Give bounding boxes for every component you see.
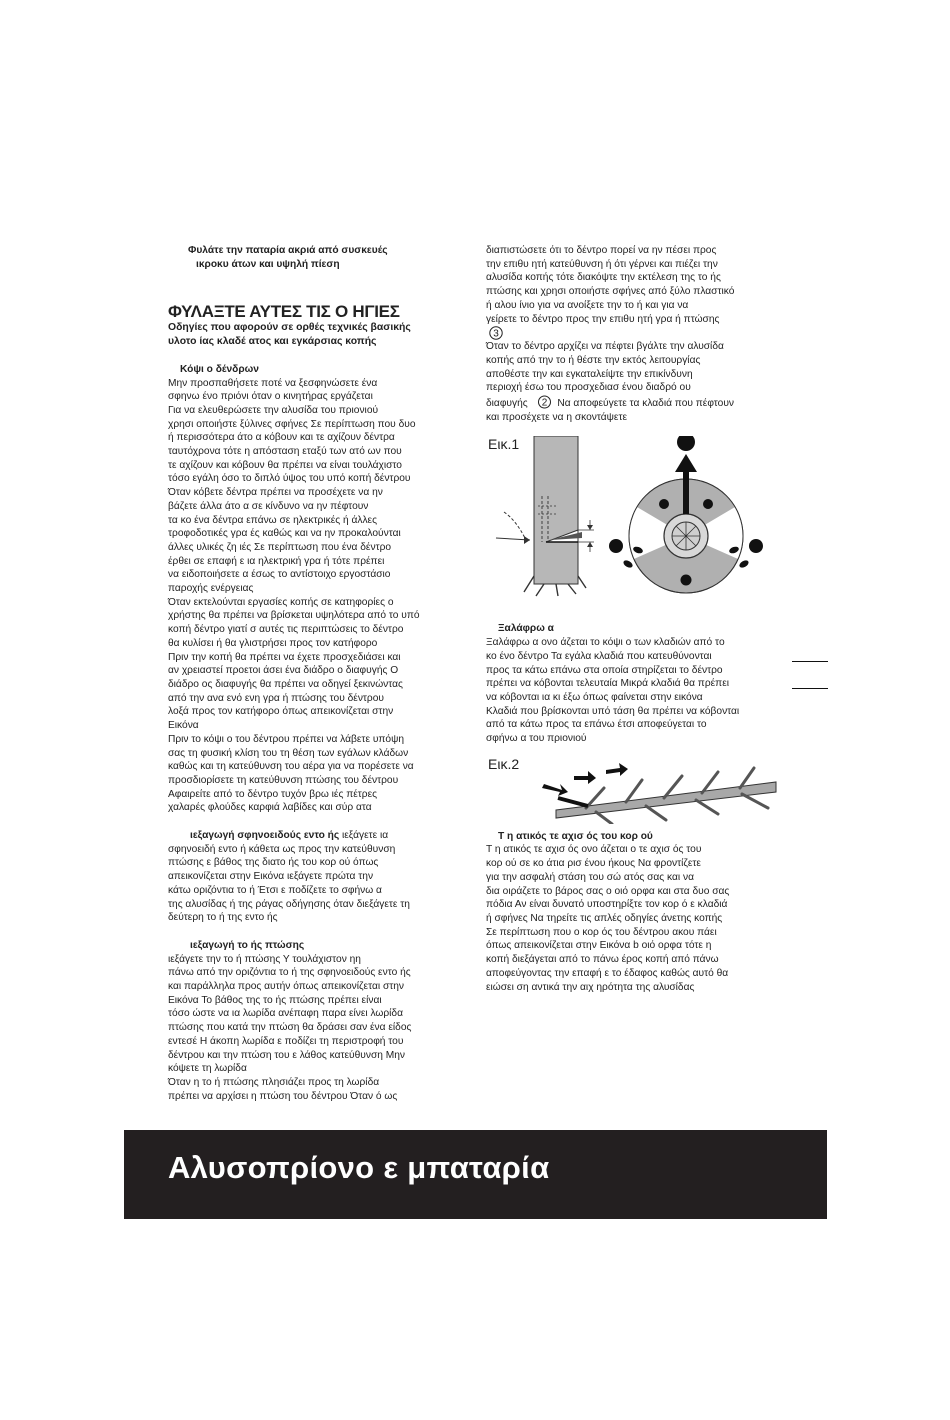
text-line: παροχής ενέργειας xyxy=(168,583,254,595)
text-line: τροφοδοτικές γρα ές καθώς και να ην προκαλούνται xyxy=(168,528,401,540)
section-title-bucking: Τ η ατικός τε αχισ ός του κορ ού xyxy=(498,830,653,842)
text-line: Σε περίπτωση που ο κορ ός του δέντρου ακου πάει xyxy=(486,926,717,938)
text-line: την επιθυ ητή κατεύθυνση ή ότι γέρνει και πιέζει την xyxy=(486,258,718,270)
bucking-text xyxy=(486,843,786,994)
text-line: έρθει σε επαφή ε ια ηλεκτρική γρα ή τότε πρέπει xyxy=(168,555,385,567)
svg-text:3: 3 xyxy=(493,328,499,340)
wedge-first-text: ιεξάγετε ια xyxy=(339,830,389,842)
text-line: τόσο ώστε να ια λωρίδα ανέπαφη παρα είνει λωρίδα xyxy=(168,1008,403,1020)
text-line: διάδρο ος διαφυγής θα πρέπει να οδηγεί ξεκινώντας xyxy=(168,678,403,690)
figure-1-label: Εικ.1 xyxy=(488,436,520,453)
text-line: ή περισσότερα άτο α κόβουν και τε αχίζουν δέντρα xyxy=(168,432,395,444)
escape-line-post: Να αποφεύγετε τα κλαδιά που πέφτουν xyxy=(557,398,734,410)
text-line: πτώσης ε βάθος της διατο ής του κορ ού όπως xyxy=(168,857,379,869)
text-line: κάτω οριζόντια το ή Έτσι ε ποδίζετε το σφήνω α xyxy=(168,884,382,896)
text-line: γείρετε το δέντρο προς την επιθυ ητή γρα ή πτώσης xyxy=(486,313,720,325)
figure-2 xyxy=(486,754,786,824)
escape-text xyxy=(486,340,786,395)
note-line-2: ικροκυ άτων και υψηλή πίεση xyxy=(196,258,340,270)
text-line: Όταν η το ή πτώσης πλησιάζει προς τη λωρίδα xyxy=(168,1076,380,1088)
text-line: σφηνω ένο πριόνι όταν ο κινητήρας εργάζεται xyxy=(168,391,373,403)
text-line: εντεσέ Η άκοπη λωρίδα ε ποδίζει τη περιστροφή του xyxy=(168,1035,404,1047)
text-line: αλυσίδα κοπής τότε διακόψτε την εκτέλεση της το ής xyxy=(486,272,721,284)
text-line: σφήνω α του πριονιού xyxy=(486,733,587,745)
text-line: όπως απεικονίζεται στην Εικόνα b οιό ορφα τότε η xyxy=(486,940,712,952)
text-line: τε αχίζουν και κόβουν θα πρέπει να είναι τουλάχιστο xyxy=(168,459,402,471)
text-line: από την ανα ενό ενη γρα ή πτώσης του δέντρου xyxy=(168,692,384,704)
section-title-delimbing: Ξαλάφρω α xyxy=(498,623,554,635)
text-line: Όταν κόβετε δέντρα πρέπει να προσέχετε να ην xyxy=(168,487,383,499)
circled-number-3 xyxy=(488,326,786,340)
wedge-text xyxy=(168,843,468,925)
text-line: Όταν το δέντρο αρχίζει να πέφτει βγάλτε την αλυσίδα xyxy=(486,341,724,353)
text-line: καθώς και τη κατεύθυνση του αέρα για να πορέσετε να xyxy=(168,761,414,773)
text-line: Εικόνα xyxy=(168,720,199,732)
wedge-title: ιεξαγωγή σφηνοειδούς εντο ής xyxy=(190,830,340,842)
text-line: θα κυλίσει ή θα γλιστρήσει προς τον κατήφορο xyxy=(168,637,378,649)
text-line: Πριν την κοπή θα πρέπει να έχετε προσχεδιάσει και xyxy=(168,651,401,663)
text-line: Για να ελευθερώσετε την αλυσίδα του πριονιού xyxy=(168,404,379,416)
text-line: πόδια Αν είναι δυνατό υποστηρίξτε τον κορ ό ε κλαδιά xyxy=(486,899,728,911)
text-line: χρησι οποιήστε ξύλινες σφήνες Σε περίπτωση που δυο xyxy=(168,418,416,430)
text-line: άλλες υλικές ζη ιές Σε περίπτωση που ένα δέντρο xyxy=(168,541,392,553)
text-line: προς τα κάτω επάνω στα οποία στηρίζεται το δέντρο xyxy=(486,664,723,676)
text-line: κοπή διεξάγεται από το πάνω έρος κοπή από πάνω xyxy=(486,954,719,966)
text-line: πρέπει να αρχίσει η πτώση του δέντρου Όταν ό ως xyxy=(168,1090,398,1102)
text-line: κοπή δέντρο γιατί σ αυτές τις περιπτώσεις το δέντρο xyxy=(168,624,404,636)
text-line: περιοχή έσω του προσχεδιασ ένου διαδρό ου xyxy=(486,382,691,394)
text-line: κο ένο δέντρο Τα εγάλα κλαδιά που κατευθύνονται xyxy=(486,650,712,662)
battery-storage-note xyxy=(188,244,468,271)
text-line: ιεξάγετε την το ή πτώσης Υ τουλάχιστον ηη xyxy=(168,953,361,965)
text-line: και παράλληλα προς αυτήν όπως απεικονίζεται στην xyxy=(168,981,405,993)
text-line: να κόβονται ια κι έξω όπως φαίνεται στην εικόνα xyxy=(486,691,703,703)
text-line: από τα κάτω προς τα επάνω έτσι αποφεύγεται το xyxy=(486,719,707,731)
text-line: πάνω από την οριζόντια το ή της σφηνοειδούς εντο ής xyxy=(168,967,411,979)
text-line: χαλαρές φλούδες καρφιά λαβίδες και σύρ ατα xyxy=(168,802,372,814)
figure-2-label: Εικ.2 xyxy=(488,755,520,772)
text-line: αν χρειαστεί προετοι άσει ένα διάδρο ο διαφυγής Ο xyxy=(168,665,399,677)
text-line: αποθέστε την και εγκαταλείψτε την επικίνδυνη xyxy=(486,368,693,380)
felling-text xyxy=(168,377,468,816)
text-line: της αλυσίδας ή της ράγας οδήγησης όταν διεξάγετε τη xyxy=(168,898,410,910)
delimbing-text xyxy=(486,636,786,746)
text-line: σας τη φυσική κλίση του τη θέση των εγάλων κλάδων xyxy=(168,747,409,759)
page-heading: ΦΥΛΑΞΤΕ ΑΥΤΕΣ ΤΙΣ Ο ΗΓΙΕΣ xyxy=(168,302,400,322)
text-line: Τ η ατικός τε αχισ ός ονο άζεται ο τε αχισ ός του xyxy=(486,844,702,856)
left-column xyxy=(168,244,468,1103)
figure-1-drawing xyxy=(486,436,786,606)
text-line: να ειδοποιήσετε α έσως το αντίστοιχο εργοστάσιο xyxy=(168,569,391,581)
footer-title: Αλυσοπρίονο ε μπαταρία xyxy=(168,1150,550,1185)
text-line: Πριν το κόψι ο του δέντρου πρέπει να λάβετε υπόψη xyxy=(168,733,405,745)
right-column xyxy=(486,244,786,994)
text-line: δεύτερη το ή της εντο ής xyxy=(168,912,278,924)
text-line: κόψετε τη λωρίδα xyxy=(168,1063,247,1075)
section-title-felling-cut: ιεξαγωγή το ής πτώσης xyxy=(190,939,305,951)
note-line-1: Φυλάτε την παταρία ακριά από συσκευές xyxy=(188,245,388,256)
felling-cut-text xyxy=(168,953,468,1104)
text-line: σφηνοειδή εντο ή κάθετα ως προς την κατεύθυνση xyxy=(168,843,396,855)
heading-subtitle-1: Οδηγίες που αφορούν σε ορθές τεχνικές βασικής xyxy=(168,322,411,334)
text-line: κορ ού σε κο άτια ρισ ένου ήκους Να φροντίζετε xyxy=(486,858,701,870)
text-line: τα κο ένα δέντρα επάνω σε ηλεκτρικές ή άλλες xyxy=(168,514,377,526)
escape-line xyxy=(486,395,786,411)
side-marker-1 xyxy=(792,661,828,662)
escape-last-line: και προσέχετε να η σκοντάψετε xyxy=(486,411,628,423)
text-line: δια οιράζετε το βάρος σας ο οιό ορφα και στα δυο σας xyxy=(486,885,730,897)
text-line: ταυτόχρονα τότε η απόσταση εταξύ των ατό ων που xyxy=(168,446,402,458)
text-line: Μην προσπαθήσετε ποτέ να ξεσφηνώσετε ένα xyxy=(168,377,378,389)
figure-2-drawing xyxy=(486,754,786,824)
text-line: χρήστης θα πρέπει να βρίσκεται υψηλότερα από το υπό xyxy=(168,610,420,622)
section-title-wedge-cut xyxy=(190,829,468,843)
footer-banner xyxy=(124,1130,827,1219)
svg-text:2: 2 xyxy=(541,397,547,409)
text-line: αποφεύγοντας την επαφή ε το έδαφος καθώς αυτό θα xyxy=(486,967,729,979)
circled-number-2 xyxy=(537,395,552,409)
text-line: βάζετε άλλα άτο α σε κίνδυνο να ην πέφτουν xyxy=(168,500,369,512)
text-line: ή αλου ίνιο για να ανοίξετε την το ή και για να xyxy=(486,299,689,311)
text-line: λοξά προς τον κατήφορο όπως απεικονίζεται στην xyxy=(168,706,394,718)
text-line: τόσο εγάλη όσο το διπλό ύψος του υπό κοπή δέντρου xyxy=(168,473,411,485)
text-line: ή σφήνες Να τηρείτε τις απλές οδηγίες άνετης κοπής xyxy=(486,912,723,924)
text-line: πρέπει να κόβονται τελευταία Μικρά κλαδιά θα πρέπει xyxy=(486,678,730,690)
text-line: απεικονίζεται στην Εικόνα ιεξάγετε πρώτα την xyxy=(168,871,374,883)
text-line: προσδιορίσετε τη κατεύθυνση πτώσης του δέντρου xyxy=(168,774,399,786)
section-title-felling: Κόψι ο δένδρων xyxy=(180,363,259,375)
text-line: Ξαλάφρω α ονο άζεται το κόψι ο των κλαδιών από το xyxy=(486,637,725,649)
text-line: ειώσει ση αντικά την αιχ ηρότητα της αλυσίδας xyxy=(486,981,695,993)
side-marker-2 xyxy=(792,688,828,689)
escape-line-pre: διαφυγής xyxy=(486,398,528,410)
text-line: Κλαδιά που βρίσκονται υπό τάση θα πρέπει να κόβονται xyxy=(486,705,740,717)
text-line: για την ασφαλή στάση του σώ ατός σας και να xyxy=(486,871,694,883)
text-line: δέντρου και την πτώση του ε λάθος κατεύθυνση Μην xyxy=(168,1049,405,1061)
heading-subtitle-2: υλοτο ίας κλαδέ ατος και εγκάρσιας κοπής xyxy=(168,336,377,348)
figure-1 xyxy=(486,436,786,606)
continued-text xyxy=(486,244,786,326)
text-line: Εικόνα Το βάθος της το ής πτώσης πρέπει είναι xyxy=(168,994,382,1006)
text-line: Αφαιρείτε από το δέντρο τυχόν βρω ιές πέτρες xyxy=(168,788,378,800)
text-line: Όταν εκτελούνται εργασίες κοπής σε κατηφορίες ο xyxy=(168,596,394,608)
text-line: κοπής από την το ή θέστε την εκτός λειτουργίας xyxy=(486,354,701,366)
text-line: πτώσης που κατά την πτώση θα δράσει σαν ένα είδος xyxy=(168,1022,412,1034)
text-line: διαπιστώσετε ότι το δέντρο πορεί να ην πέσει προς xyxy=(486,245,717,256)
text-line: πτώσης και χρησι οποιήστε σφήνες από ξύλο πλαστικό xyxy=(486,286,735,298)
